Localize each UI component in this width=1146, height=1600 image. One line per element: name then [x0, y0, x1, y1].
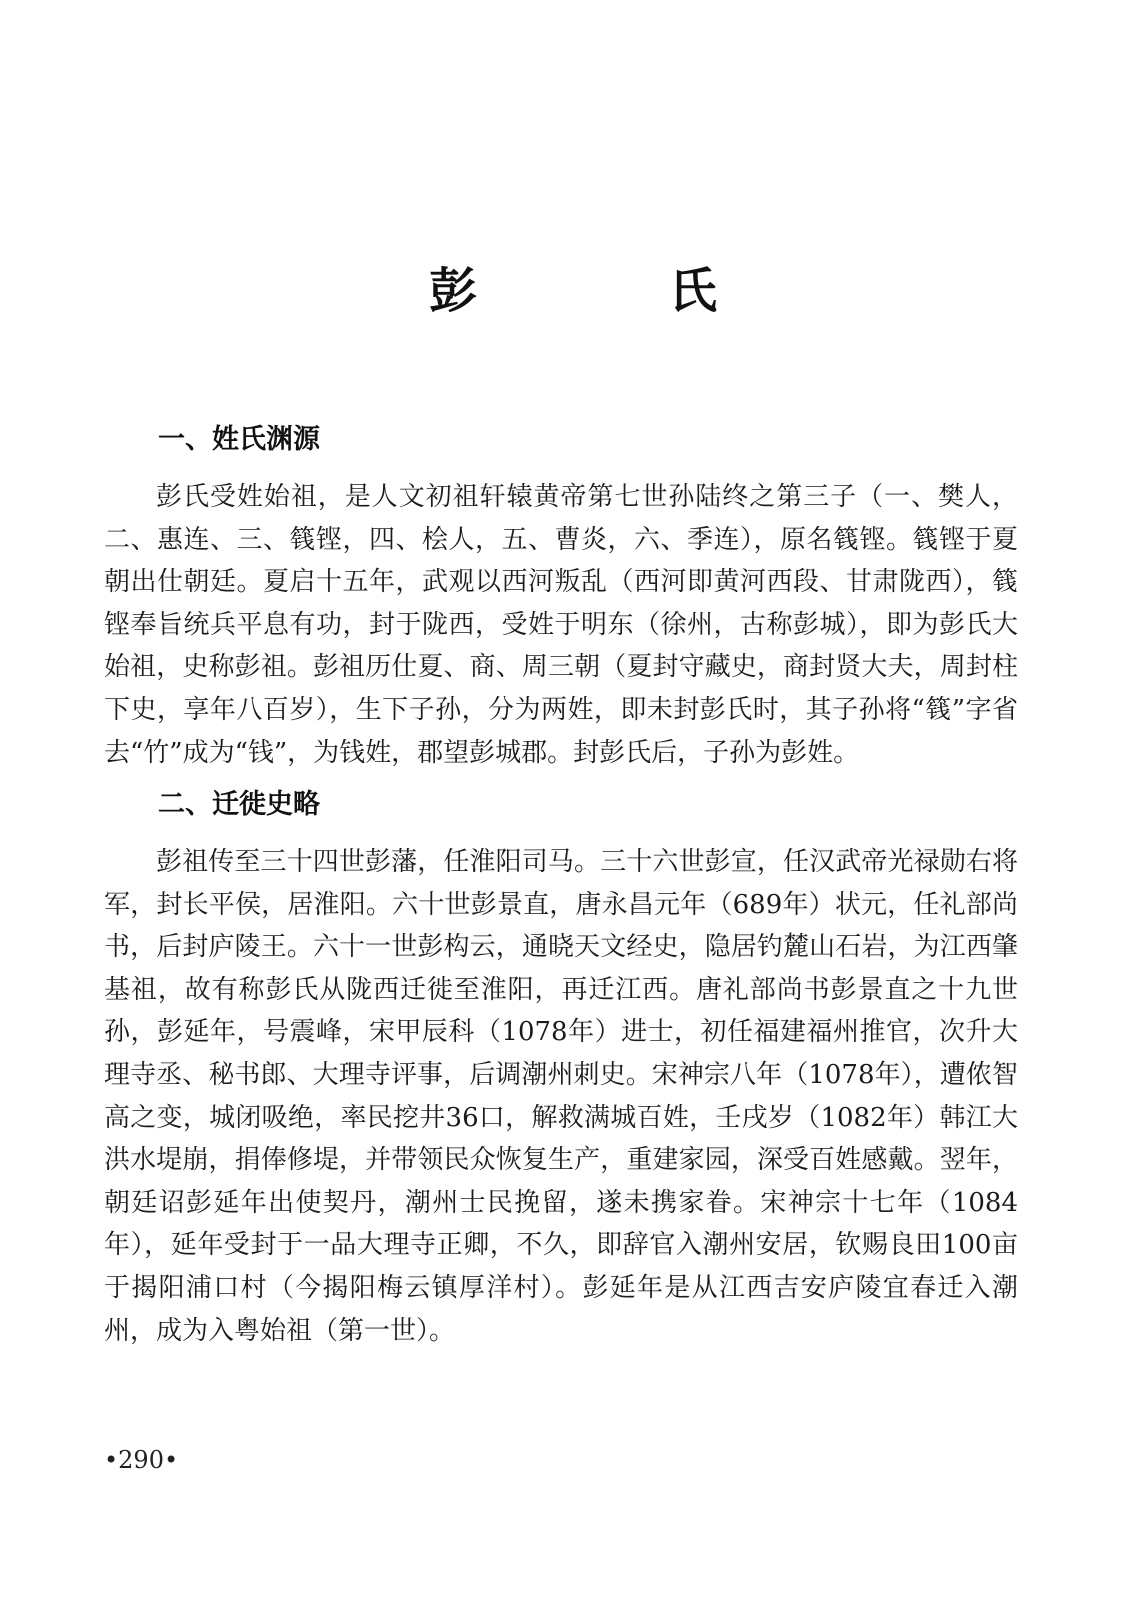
section-paragraph-migration: 彭祖传至三十四世彭藩，任淮阳司马。三十六世彭宣，任汉武帝光禄勋右将军，封长平侯，居淮阳。六十世彭景直，唐永昌元年（689年）状元，任礼部尚书，后封庐陵王。六十一世彭构云，通晓天文经史，隐居钓麓山石岩，为江西肇基祖，故有称彭氏从陇西迁徙至淮阳，再迁江西。唐礼部尚书彭景直之十九世孙，彭延年，号震峰，宋甲辰科（1078年）进士，初任福建福州推官，次升大理寺丞、秘书郎、大理寺评事，后调潮州刺史。宋神宗八年（1078年），遭侬智高之变，城闭吸绝，率民挖井36口，解救满城百姓，壬戌岁（1082年）韩江大洪水堤崩，捐俸修堤，并带领民众恢复生产，重建家园，深受百姓感戴。翌年，朝廷诏彭延年出使契丹，潮州士民挽留，遂未携家眷。宋神宗十七年（1084年），延年受封于一品大理寺正卿，不久，即辞官入潮州安居，钦赐良田100亩于揭阳浦口村（今揭阳梅云镇厚洋村）。彭延年是从江西吉安庐陵宜春迁入潮州，成为入粤始祖（第一世）。: [104, 847, 1018, 1346]
page-title: 彭 氏: [428, 263, 789, 319]
section-heading-migration: 二、迁徙史略: [158, 789, 320, 820]
section-paragraph-origin: 彭氏受姓始祖，是人文初祖轩辕黄帝第七世孙陆终之第三子（一、樊人，二、惠连、三、篯铿，四、桧人，五、曹炎，六、季连），原名篯铿。篯铿于夏朝出仕朝廷。夏启十五年，武观以西河叛乱（西河即黄河西段、甘肃陇西），篯铿奉旨统兵平息有功，封于陇西，受姓于明东（徐州，古称彭城），即为彭氏大始祖，史称彭祖。彭祖历仕夏、商、周三朝（夏封守藏史，商封贤大夫，周封柱下史，享年八百岁），生下子孙，分为两姓，即未封彭氏时，其子孙将“篯”字省去“竹”成为“钱”，为钱姓，郡望彭城郡。封彭氏后，子孙为彭姓。: [104, 482, 1018, 768]
page-number: •290•: [104, 1446, 179, 1474]
section-heading-origin: 一、姓氏渊源: [158, 424, 320, 455]
